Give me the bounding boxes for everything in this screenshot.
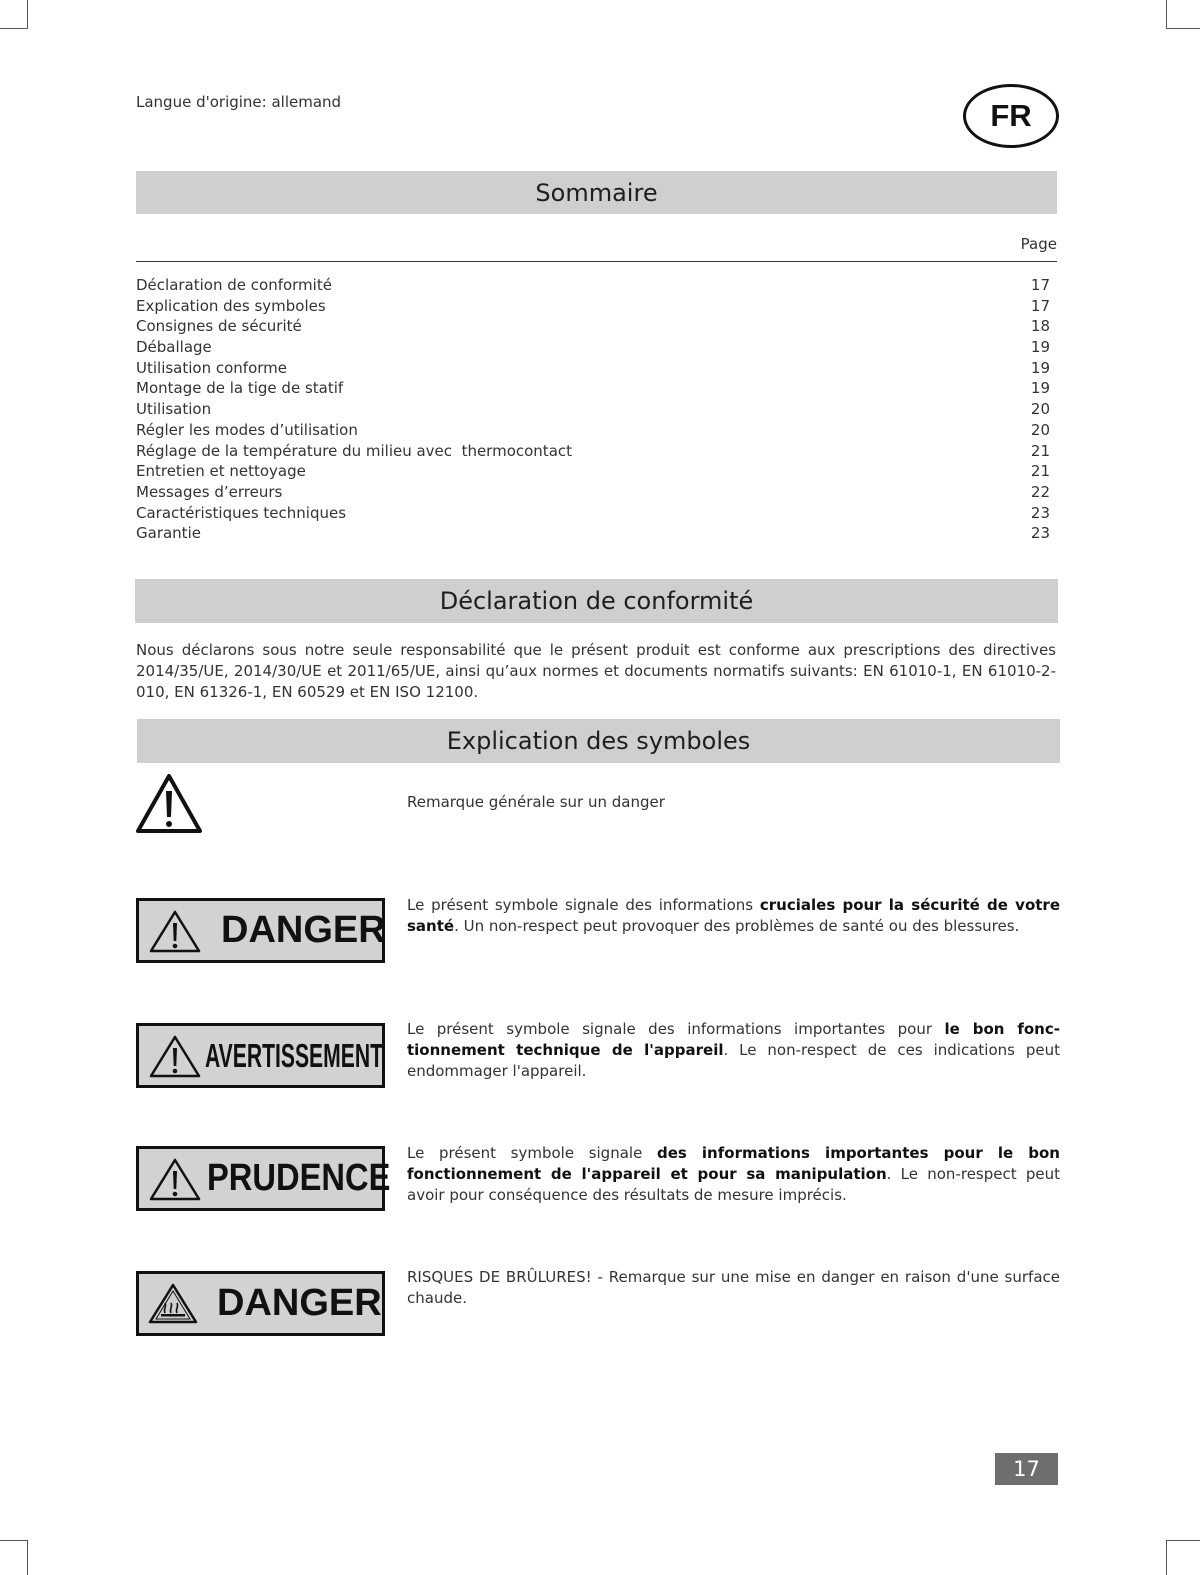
toc-entry — [136, 523, 1050, 544]
page-number: 17 — [995, 1453, 1058, 1485]
text-emphasis: des informations importantes pour le bon fonctionnement de l'appareil et pour sa manipulation — [407, 1144, 1060, 1183]
hot-surface-danger-label — [136, 1271, 385, 1336]
toc-entry-page: 21 — [1030, 462, 1050, 481]
symbols-title-bar — [137, 719, 1060, 763]
text-run: Le présent symbole signale des informations — [407, 896, 760, 914]
prudence-label-text: PRUDENCE — [207, 1157, 391, 1199]
crop-mark — [1166, 1540, 1200, 1541]
toc-entry-page: 21 — [1030, 441, 1050, 460]
toc-entry-page: 20 — [1030, 400, 1050, 419]
toc-entry-label: Utilisation — [136, 400, 212, 419]
toc-entry-label: Réglage de la température du milieu avec thermocontact — [136, 441, 573, 460]
toc-page-header: Page — [1020, 235, 1057, 253]
language-badge: FR — [963, 84, 1059, 148]
language-note: Langue d'origine: allemand — [136, 93, 342, 111]
crop-mark — [1166, 0, 1167, 29]
warning-triangle-icon — [147, 1032, 203, 1080]
symbol-danger-text — [407, 895, 1060, 937]
toc-entry-page: 17 — [1030, 296, 1050, 315]
text-emphasis: le bon fonctionnement technique de l'appareil — [407, 1020, 1060, 1059]
toc-entry-page: 22 — [1030, 482, 1050, 501]
toc-entry — [136, 296, 1050, 317]
conformity-text: Nous déclarons sous notre seule responsabilité que le présent produit est conforme aux prescriptions des directives 2014/35/UE, 2014/30/UE et 2011/65/UE, ainsi qu’aux normes et documents normatifs suivants: EN 61010-1, EN 61010-2-010, EN 61326-1, EN 60529 et EN ISO 12100. — [136, 641, 1056, 701]
avertissement-label — [136, 1023, 385, 1088]
toc-entry — [136, 482, 1050, 503]
text-run: Le présent symbole signale des informations importantes pour — [407, 1020, 945, 1038]
crop-mark — [27, 1540, 28, 1575]
danger-label — [136, 898, 385, 963]
hot-surface-icon — [147, 1282, 199, 1326]
text-run: Le présent symbole signale — [407, 1144, 657, 1162]
toc-entry-page: 19 — [1030, 358, 1050, 377]
text-run: . Un non-respect peut provoquer des problèmes de santé ou des blessures. — [454, 917, 1020, 935]
conformity-title-bar — [135, 579, 1058, 623]
toc-entry-page: 19 — [1030, 379, 1050, 398]
symbol-prudence-text — [407, 1143, 1060, 1206]
text-run: . Le non-respect peut avoir pour conséquence des résultats de mesure imprécis. — [407, 1165, 1060, 1204]
toc-entry — [136, 378, 1050, 399]
toc-entry-label: Déclaration de conformité — [136, 276, 332, 294]
toc-entry-page: 20 — [1030, 420, 1050, 439]
toc-entry-label: Déballage — [136, 338, 212, 357]
toc-entry — [136, 275, 1050, 296]
warning-triangle-icon — [147, 907, 203, 955]
conformity-title: Déclaration de conformité — [439, 587, 754, 615]
symbol-general-text: Remarque générale sur un danger — [407, 793, 665, 811]
toc-entry — [136, 461, 1050, 482]
crop-mark — [1166, 28, 1200, 29]
toc-entry-label: Montage de la tige de statif — [136, 379, 344, 398]
toc-entry-label: Entretien et nettoyage — [136, 462, 306, 481]
toc-entry — [136, 358, 1050, 379]
crop-mark — [0, 1540, 28, 1541]
toc-entry-page: 18 — [1030, 317, 1050, 336]
toc-entry — [136, 503, 1050, 524]
toc-title: Sommaire — [535, 178, 658, 207]
toc-entry-label: Explication des symboles — [136, 296, 326, 315]
toc-entry-page: 23 — [1030, 503, 1050, 522]
toc-entry — [136, 420, 1050, 441]
toc-list — [136, 275, 1050, 544]
danger-label-text: DANGER — [221, 909, 386, 951]
prudence-label — [136, 1146, 391, 1211]
toc-entry-label: Garantie — [136, 524, 201, 543]
warning-triangle-icon — [135, 772, 203, 834]
toc-entry — [136, 441, 1050, 462]
toc-entry-page: 17 — [1030, 276, 1050, 294]
toc-entry-page: 19 — [1030, 338, 1050, 357]
toc-entry-label: Utilisation conforme — [136, 358, 288, 377]
toc-entry — [136, 399, 1050, 420]
symbols-title: Explication des symboles — [446, 727, 751, 755]
toc-entry — [136, 316, 1050, 337]
symbol-avertissement-text — [407, 1019, 1060, 1082]
toc-entry-page: 23 — [1030, 524, 1050, 543]
toc-entry — [136, 337, 1050, 358]
toc-title-bar — [136, 171, 1057, 214]
symbol-hot-surface-text: RISQUES DE BRÛLURES! - Remarque sur une mise en danger en raison d'une surface chaude. — [407, 1268, 1060, 1307]
text-emphasis: cruciales pour la sécurité de votre santé — [407, 896, 1060, 935]
toc-entry-label: Messages d’erreurs — [136, 482, 283, 501]
text-run: . Le non-respect de ces indications peut endommager l'appareil. — [407, 1041, 1061, 1080]
hot-surface-danger-label-text: DANGER — [217, 1282, 382, 1324]
crop-mark — [1166, 1540, 1167, 1575]
toc-entry-label: Régler les modes d’utilisation — [136, 420, 358, 439]
avertissement-label-text: AVERTISSEMENT — [205, 1036, 383, 1074]
toc-entry-label: Consignes de sécurité — [136, 317, 302, 336]
toc-entry-label: Caractéristiques techniques — [136, 503, 347, 522]
crop-mark — [0, 28, 28, 29]
warning-triangle-icon — [147, 1155, 203, 1203]
toc-divider — [136, 261, 1057, 262]
crop-mark — [27, 0, 28, 29]
